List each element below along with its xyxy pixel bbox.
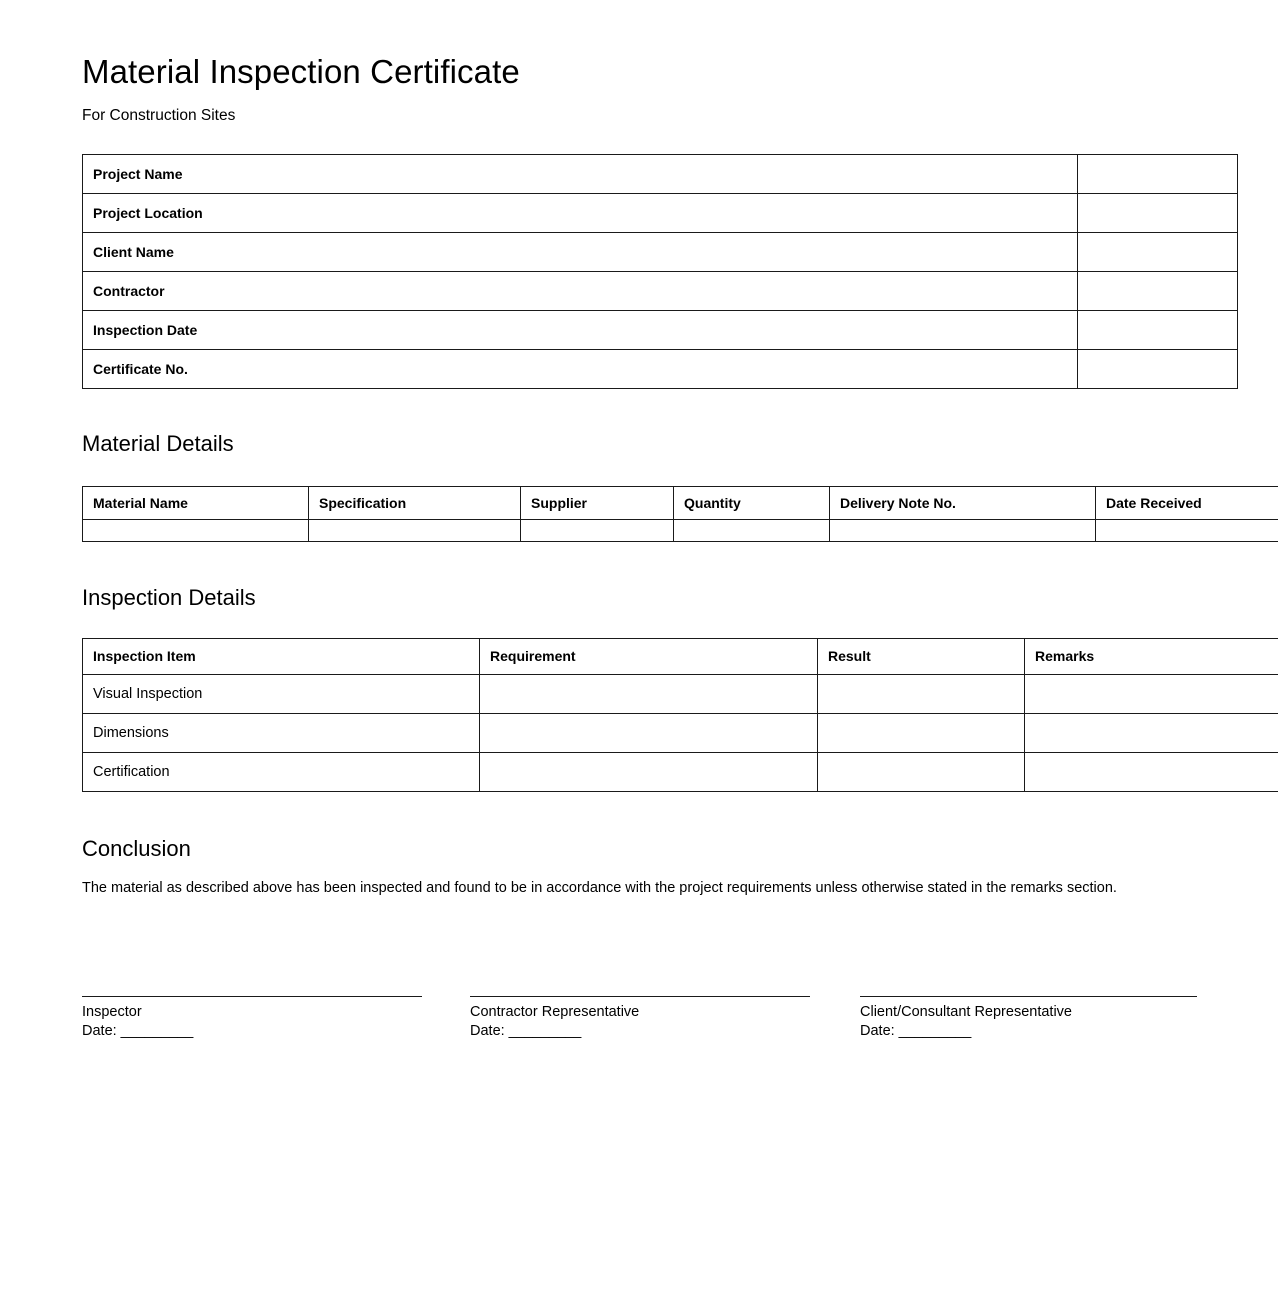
- inspection-item-cell: Certification: [83, 752, 480, 791]
- inspection-value-cell[interactable]: [818, 674, 1025, 713]
- table-row: [83, 155, 1238, 194]
- table-row: [83, 674, 1278, 713]
- inspection-value-cell[interactable]: [818, 713, 1025, 752]
- info-value-cell[interactable]: [1078, 350, 1238, 389]
- table-row: [83, 233, 1238, 272]
- column-header: Material Name: [83, 486, 309, 519]
- info-label-cell: Contractor: [83, 272, 1078, 311]
- inspection-value-cell[interactable]: [480, 713, 818, 752]
- signature-block-inspector: [82, 996, 422, 1040]
- inspection-item-cell: Dimensions: [83, 713, 480, 752]
- inspection-item-cell: Visual Inspection: [83, 674, 480, 713]
- inspection-details-body: [83, 674, 1278, 791]
- signature-section: [82, 996, 1197, 1056]
- column-header: Specification: [309, 486, 521, 519]
- material-cell[interactable]: [1096, 519, 1278, 541]
- inspection-value-cell[interactable]: [1025, 752, 1278, 791]
- column-header: Date Received: [1096, 486, 1278, 519]
- inspection-value-cell[interactable]: [480, 752, 818, 791]
- conclusion-heading: Conclusion: [82, 835, 191, 861]
- signature-role-inspector: Inspector: [82, 1004, 142, 1021]
- column-header: Quantity: [674, 486, 830, 519]
- signature-date-inspector[interactable]: Date: _________: [82, 1022, 194, 1039]
- table-row: [83, 311, 1238, 350]
- table-row: [83, 272, 1238, 311]
- page-title: Material Inspection Certificate: [82, 53, 520, 90]
- table-row: [83, 350, 1238, 389]
- info-label-cell: Inspection Date: [83, 311, 1078, 350]
- inspection-details-section-header: [82, 585, 1197, 610]
- column-header: Supplier: [521, 486, 674, 519]
- page-subtitle: For Construction Sites: [82, 107, 236, 125]
- signature-date-contractor[interactable]: Date: _________: [470, 1022, 582, 1039]
- signature-role-contractor: Contractor Representative: [470, 1004, 640, 1021]
- column-header: Result: [818, 638, 1025, 674]
- signature-block-contractor: [470, 996, 810, 1040]
- info-label-cell: Client Name: [83, 233, 1078, 272]
- info-label-cell: Project Name: [83, 155, 1078, 194]
- conclusion-text: The material as described above has been inspected and found to be in accordance with the project requirements unless otherwise stated in the remarks section.: [82, 880, 1117, 897]
- signature-block-client: [860, 996, 1197, 1040]
- material-cell[interactable]: [309, 519, 521, 541]
- info-label-cell: Certificate No.: [83, 350, 1078, 389]
- project-info-body: [83, 155, 1238, 389]
- signature-role-client: Client/Consultant Representative: [860, 1004, 1072, 1021]
- table-row: [83, 713, 1278, 752]
- material-cell[interactable]: [830, 519, 1096, 541]
- table-row: [83, 519, 1278, 541]
- material-cell[interactable]: [674, 519, 830, 541]
- material-details-body: [83, 519, 1278, 541]
- inspection-value-cell[interactable]: [480, 674, 818, 713]
- info-label-cell: Project Location: [83, 194, 1078, 233]
- signature-line-client[interactable]: [860, 996, 1197, 997]
- signature-date-client[interactable]: Date: _________: [860, 1022, 972, 1039]
- document-content: [82, 0, 1202, 1056]
- signature-line-inspector[interactable]: [82, 996, 422, 997]
- signature-line-contractor[interactable]: [470, 996, 810, 997]
- material-cell[interactable]: [83, 519, 309, 541]
- info-value-cell[interactable]: [1078, 233, 1238, 272]
- info-value-cell[interactable]: [1078, 272, 1238, 311]
- inspection-details-table: [82, 638, 1278, 792]
- table-header-row: [83, 638, 1278, 674]
- inspection-details-heading: Inspection Details: [82, 584, 256, 610]
- table-row: [83, 194, 1238, 233]
- table-header-row: [83, 486, 1278, 519]
- project-info-table: [82, 154, 1238, 389]
- inspection-details-head: [83, 638, 1278, 674]
- material-cell[interactable]: [521, 519, 674, 541]
- info-value-cell[interactable]: [1078, 311, 1238, 350]
- material-details-head: [83, 486, 1278, 519]
- conclusion-section-header: [82, 836, 1197, 861]
- info-value-cell[interactable]: [1078, 155, 1238, 194]
- column-header: Requirement: [480, 638, 818, 674]
- info-value-cell[interactable]: [1078, 194, 1238, 233]
- inspection-value-cell[interactable]: [1025, 713, 1278, 752]
- column-header: Inspection Item: [83, 638, 480, 674]
- material-details-section-header: [82, 431, 1197, 456]
- table-row: [83, 752, 1278, 791]
- inspection-value-cell[interactable]: [1025, 674, 1278, 713]
- material-details-table: [82, 486, 1278, 542]
- material-details-heading: Material Details: [82, 431, 234, 457]
- column-header: Remarks: [1025, 638, 1278, 674]
- inspection-value-cell[interactable]: [818, 752, 1025, 791]
- column-header: Delivery Note No.: [830, 486, 1096, 519]
